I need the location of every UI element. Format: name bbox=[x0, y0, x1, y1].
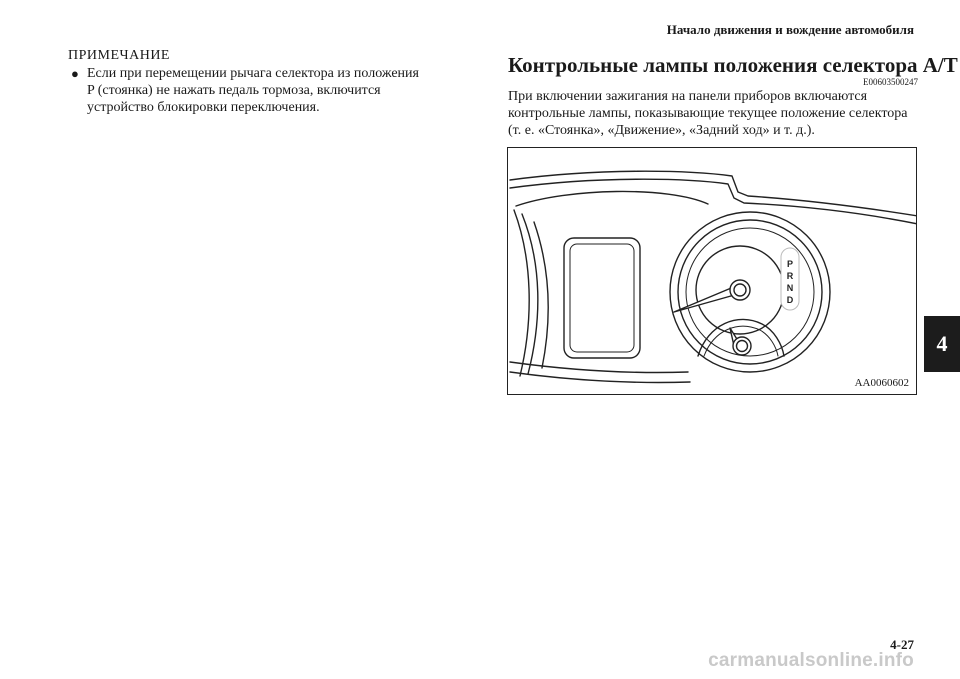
watermark: carmanualsonline.info bbox=[708, 650, 914, 671]
lower-housing-line bbox=[510, 362, 688, 373]
note-line: Если при перемещении рычага селектора из положения bbox=[87, 66, 419, 81]
note-line: устройство блокировки переключения. bbox=[87, 100, 320, 115]
body-line: контрольные лампы, показывающие текущее положение селектора bbox=[508, 106, 908, 121]
note-item bbox=[68, 65, 438, 116]
left-bezel-outer bbox=[514, 210, 529, 376]
note-label: ПРИМЕЧАНИЕ bbox=[68, 48, 170, 63]
bullet-icon: ● bbox=[71, 66, 79, 81]
note-line: P (стоянка) не нажать педаль тормоза, включится bbox=[87, 83, 381, 98]
figure-code: AA0060602 bbox=[854, 377, 909, 389]
left-bezel-ring bbox=[534, 222, 548, 368]
indicator-letter-d: D bbox=[786, 295, 794, 305]
lower-hub-outer bbox=[733, 337, 751, 355]
header-title: Начало движения и вождение автомобиля bbox=[666, 22, 914, 37]
upper-needle bbox=[674, 286, 738, 312]
chapter-number: 4 bbox=[936, 331, 948, 356]
page-number: 4-27 bbox=[890, 637, 914, 652]
upper-hub-outer bbox=[730, 280, 750, 300]
hood-arc bbox=[516, 191, 708, 206]
body-line: При включении зажигания на панели приборов включаются bbox=[508, 89, 868, 104]
section-body bbox=[508, 88, 918, 139]
instrument-cluster-figure bbox=[507, 147, 917, 395]
section-code: E00603500247 bbox=[863, 77, 918, 87]
indicator-letter-n: N bbox=[786, 283, 794, 293]
indicator-letter-r: R bbox=[786, 271, 794, 281]
lower-housing-line-2 bbox=[510, 372, 690, 383]
indicator-letter-p: P bbox=[786, 259, 794, 269]
center-display-outer bbox=[564, 238, 640, 358]
housing-inner-edge bbox=[510, 179, 917, 224]
chapter-tab bbox=[924, 316, 960, 372]
left-bezel-inner bbox=[522, 214, 538, 374]
center-display-inner bbox=[570, 244, 634, 352]
body-line: (т. е. «Стоянка», «Движение», «Задний ход» и т. д.). bbox=[508, 123, 815, 138]
section-block bbox=[508, 53, 958, 139]
section-title: Контрольные лампы положения селектора A/T bbox=[508, 53, 958, 77]
note-block bbox=[68, 48, 438, 116]
instrument-cluster-illustration bbox=[508, 148, 917, 395]
